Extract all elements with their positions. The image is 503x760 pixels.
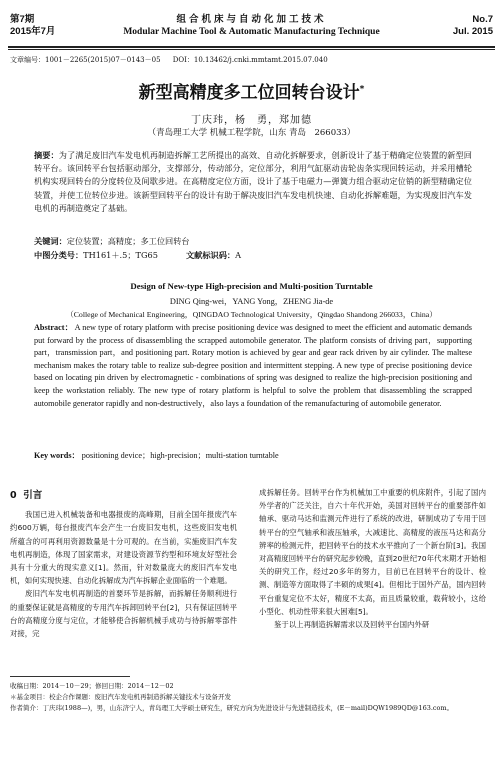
title-fund-mark: * [359,84,365,95]
body-column-right [259,486,486,631]
body-paragraph: 成拆解任务。回转平台作为机械加工中重要的机床附件，引起了国内外学者的广泛关注，自六十年代开始，美国对回转平台的重要部件如轴承、驱动马达和监测元件进行了系统的改进，研制成功了专用于回转平台的空气轴承和液压轴承，大减速比、高精度的液压马达和高分辨率的检测元件，把回转平台的技术水平推向了一个新台阶[3]。我国对高精度回转平台的研究起步较晚，直到20世纪70年代末期才开始相关的研究工作，经过20多年的努力，目前已在回转平台的设计、检测、制造等方面取得了丰硕的成果[4]。但相比于国外产品，国内回转平台重复定位不太好，精度不太高，而且质量较重，载荷较小，这给小型化、机动性带来很大困难[5]。 [259,488,486,616]
abstract-en [34,322,472,410]
header-right [453,14,493,38]
date-en: Jul. 2015 [452,26,493,37]
keywords-cn-text: 定位装置；高精度；多工位回转台 [66,236,190,246]
section-number: 0 [10,490,17,501]
authors-en: DING Qing-wei，YANG Yong，ZHENG Jia-de [169,297,334,306]
doc-code: A [235,250,242,260]
issue-cn: 第7期 [10,14,35,25]
article-number: 文章编号：1001－2265(2015)07－0143－05 [10,56,161,64]
footnote-fund: ＊基金项目：校企合作课题：废旧汽车发电机再制造拆解关键技术与设备开发 [10,693,231,701]
header-center [0,14,503,38]
authors-cn: 丁庆玮，杨 勇，郑加德 [191,115,312,126]
body-paragraph: 我国已进入机械装备和电器报废的高峰期，目前全国年报废汽车约600万辆，每台报废汽车会产生一台废旧发电机，这些废旧发电机所蕴含的可再利用资源数量是十分可观的。在当前，实施废旧汽车发电机再制造，体现了国家需求，对建设资源节约型和环境友好型社会具有十分重大的现实意义[1]。然而，针对数量庞大的废旧汽车发电机，如何实现快速、自动化拆解成为汽车拆解企业面临的一个难题。 [10,510,237,586]
doc-code-label: 文献标识码： [185,250,236,260]
affiliation-en: （College of Mechanical Engineering，QINGDAO Technological University，Qingdao Shandong 266033，China） [65,310,438,319]
footnote-received: 收稿日期：2014－10－29；修回日期：2014－12－02 [10,682,174,690]
section-title: 引言 [23,490,43,501]
header-rule-thin [8,49,495,50]
clc-code: TH161＋.5；TG65 [83,250,158,260]
abstract-en-text: A new type of rotary platform with precise positioning device was designed to meet the efficient and automatic demands put forward by the process of disassembling the scrapped automobile generator. The platform consists of driving part，supporting part，transmission part，and positioning part. Rotary motion is achieved by gear and gear rack driven by air cylinder. The maltese mechanism makes the rotary table to realize sub-degree position and intermittent stepping. A new type of precise positioning device based on locating pin driven by electromagnetic - combinations of spring was designed to realize the high-precision positioning and keep the workstation reliably. The new type of rotary platform is helpful to solve the problem that disassembling the scrapped automobile generator rapidly and non-destructively，also lays a foundation of the remanufacturing of automobile generator. [34,323,472,408]
body-paragraph: 废旧汽车发电机再制造的首要环节是拆解，而拆解任务顺利进行的重要保证就是高精度的专用汽车拆卸回转平台[2]，只有保证回转平台的高精度分度与定位，才能够使合拆解机械手成功与待拆解零部件对接，完 [10,589,237,639]
keywords-cn-label: 关键词： [34,236,67,246]
keywords-en [34,450,472,461]
abstract-cn [34,149,472,215]
footnote-author: 作者简介：丁庆玮(1988—)，男，山东济宁人，青岛理工大学硕士研究生，研究方向为先进设计与先进制造技术，(E－mail)DQW1989QD@163.com。 [10,704,454,712]
journal-name-en: Modular Machine Tool & Automatic Manufacturing Technique [123,27,380,37]
journal-header [0,0,503,50]
keywords-cn [34,236,472,247]
affiliation-cn: （青岛理工大学 机械工程学院，山东 青岛 266033） [147,128,356,138]
abstract-cn-text: 为了满足废旧汽车发电机再制造拆解工艺所提出的高效、自动化拆解要求，创新设计了基于精确定位装置的新型回转平台。该回转平台包括驱动部分，支撑部分，传动部分，定位部分，利用气缸驱动齿轮齿条实现回转运动，并采用槽轮机构实现回转台的分度转位及间歇步进。在高精度定位方面，设计了基于电磁力—弹簧力组合驱动定位销的新型精确定位装置，并使工位转位步进。该新型回转平台的设计有助于解决废旧汽车发电机快速、自动化拆解难题，为实现废旧汽车发电机的再制造奠定了基础。 [34,150,472,213]
section-heading [10,489,237,502]
classification [34,250,241,261]
body-column-left [10,489,237,640]
header-rule-thick [8,46,495,48]
title-cn [0,78,503,103]
issue-en: No.7 [472,14,493,25]
title-cn-text: 新型高精度多工位回转台设计 [138,83,360,103]
keywords-en-label: Key words： [34,451,80,460]
title-en: Design of New-type High-precision and Multi-position Turntable [130,281,373,291]
keywords-en-text: positioning device；high-precision；multi-station turntable [81,451,279,460]
clc-label: 中图分类号： [34,250,84,260]
article-ids [10,55,495,65]
doi: DOI：10.13462/j.cnki.mmtamt.2015.07.040 [172,56,328,64]
body-paragraph: 鉴于以上再制造拆解需求以及回转平台国内外研 [274,620,430,630]
abstract-en-label: Abstract： [34,323,73,332]
footnote-rule [10,676,130,677]
date-cn: 2015年7月 [10,26,56,37]
journal-name-cn: 组合机床与自动化加工技术 [176,14,327,25]
abstract-cn-label: 摘要： [34,150,59,160]
